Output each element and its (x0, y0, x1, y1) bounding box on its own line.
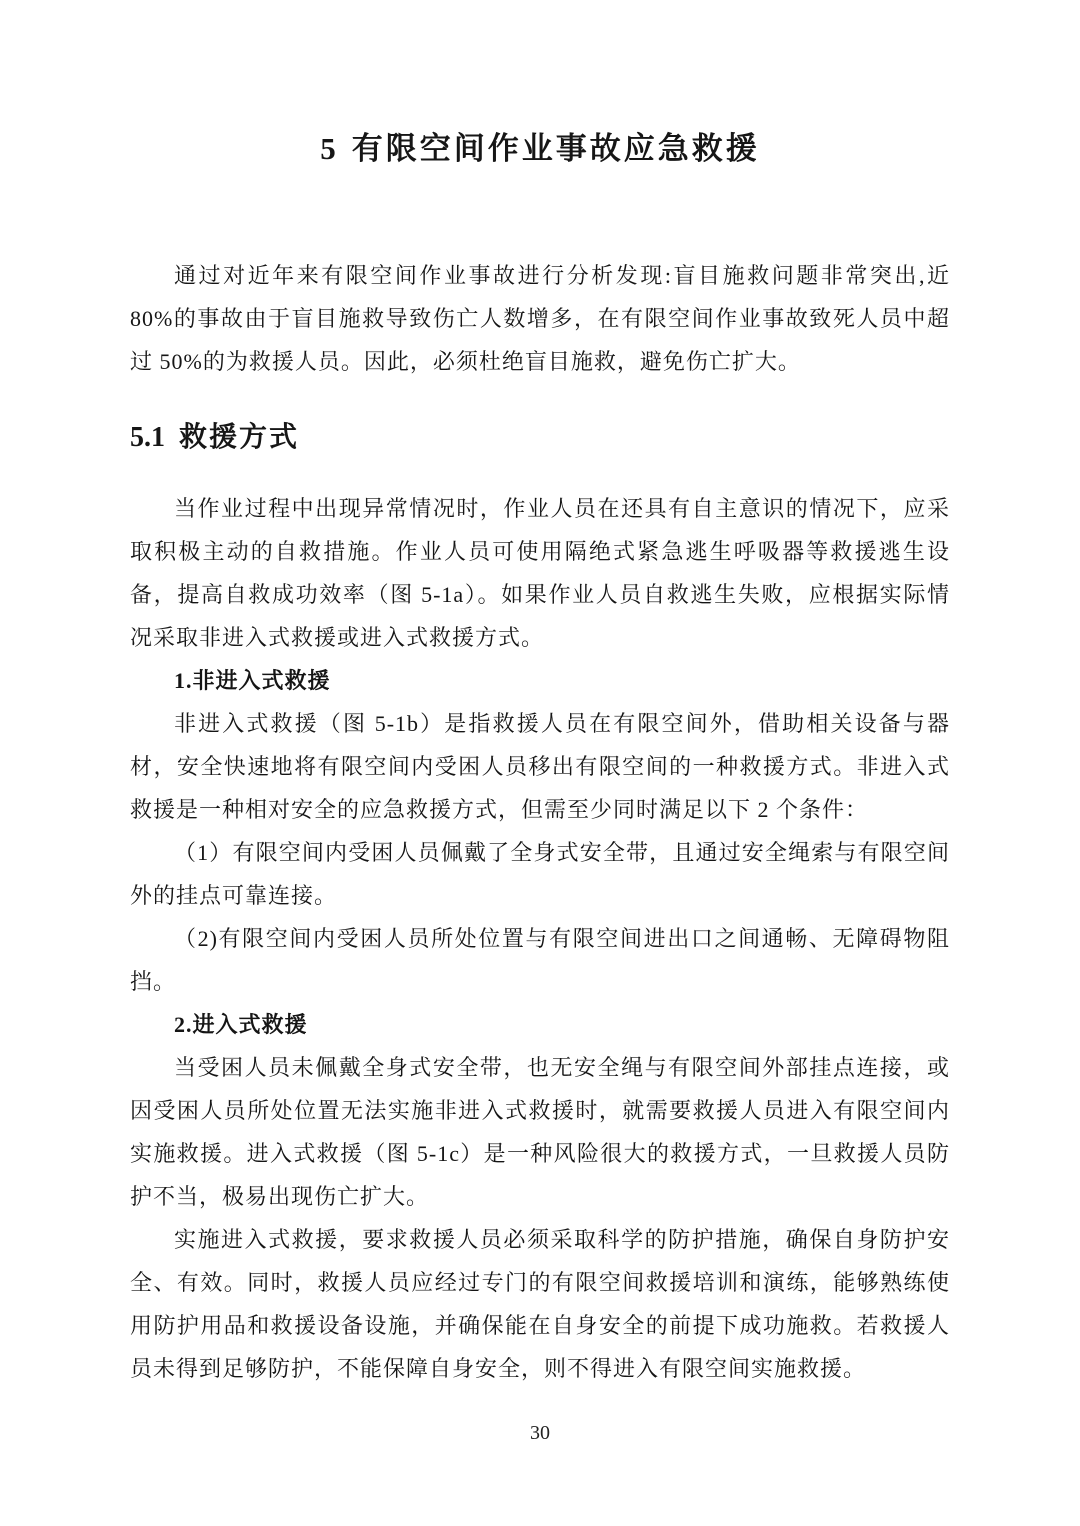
section-heading (130, 419, 950, 456)
chapter-number: 5 (320, 131, 336, 166)
non-entry-condition-2: （2)有限空间内受困人员所处位置与有限空间进出口之间通畅、无障碍物阻挡。 (130, 926, 950, 994)
page-content (130, 0, 950, 1390)
section-lead-paragraph: 当作业过程中出现异常情况时，作业人员在还具有自主意识的情况下，应采取积极主动的自救措施。作业人员可使用隔绝式紧急逃生呼吸器等救援逃生设备，提高自救成功效率（图 5-1a）。如果作业人员自救逃生失败，应根据实际情况采取非进入式救援或进入式救援方式。 (130, 496, 950, 650)
entry-rescue-paragraph-2: 实施进入式救援，要求救援人员必须采取科学的防护措施，确保自身防护安全、有效。同时，救援人员应经过专门的有限空间救援培训和演练，能够熟练使用防护用品和救援设备设施，并确保能在自身安全的前提下成功施救。若救援人员未得到足够防护，不能保障自身安全，则不得进入有限空间实施救援。 (130, 1227, 950, 1381)
entry-rescue-heading: 2.进入式救援 (174, 1012, 308, 1037)
section-number: 5.1 (130, 422, 165, 453)
non-entry-condition-1: （1）有限空间内受困人员佩戴了全身式安全带，且通过安全绳索与有限空间外的挂点可靠连接。 (130, 840, 950, 908)
entry-rescue-paragraph-1: 当受困人员未佩戴全身式安全带，也无安全绳与有限空间外部挂点连接，或因受困人员所处位置无法实施非进入式救援时，就需要救援人员进入有限空间内实施救援。进入式救援（图 5-1c）是一种风险很大的救援方式，一旦救援人员防护不当，极易出现伤亡扩大。 (130, 1055, 950, 1209)
non-entry-rescue-paragraph: 非进入式救援（图 5-1b）是指救援人员在有限空间外，借助相关设备与器材，安全快速地将有限空间内受困人员移出有限空间的一种救援方式。非进入式救援是一种相对安全的应急救援方式，但需至少同时满足以下 2 个条件： (130, 711, 950, 822)
section-title-text: 救援方式 (179, 421, 300, 452)
intro-paragraph: 通过对近年来有限空间作业事故进行分析发现:盲目施救问题非常突出,近 80%的事故由于盲目施救导致伤亡人数增多，在有限空间作业事故致死人员中超过 50%的为救援人员。因此，必须杜绝盲目施救，避免伤亡扩大。 (130, 263, 950, 374)
non-entry-rescue-heading: 1.非进入式救援 (174, 668, 331, 693)
chapter-title-text: 有限空间作业事故应急救援 (351, 131, 760, 166)
page-number: 30 (530, 1422, 550, 1444)
chapter-title (130, 0, 950, 170)
